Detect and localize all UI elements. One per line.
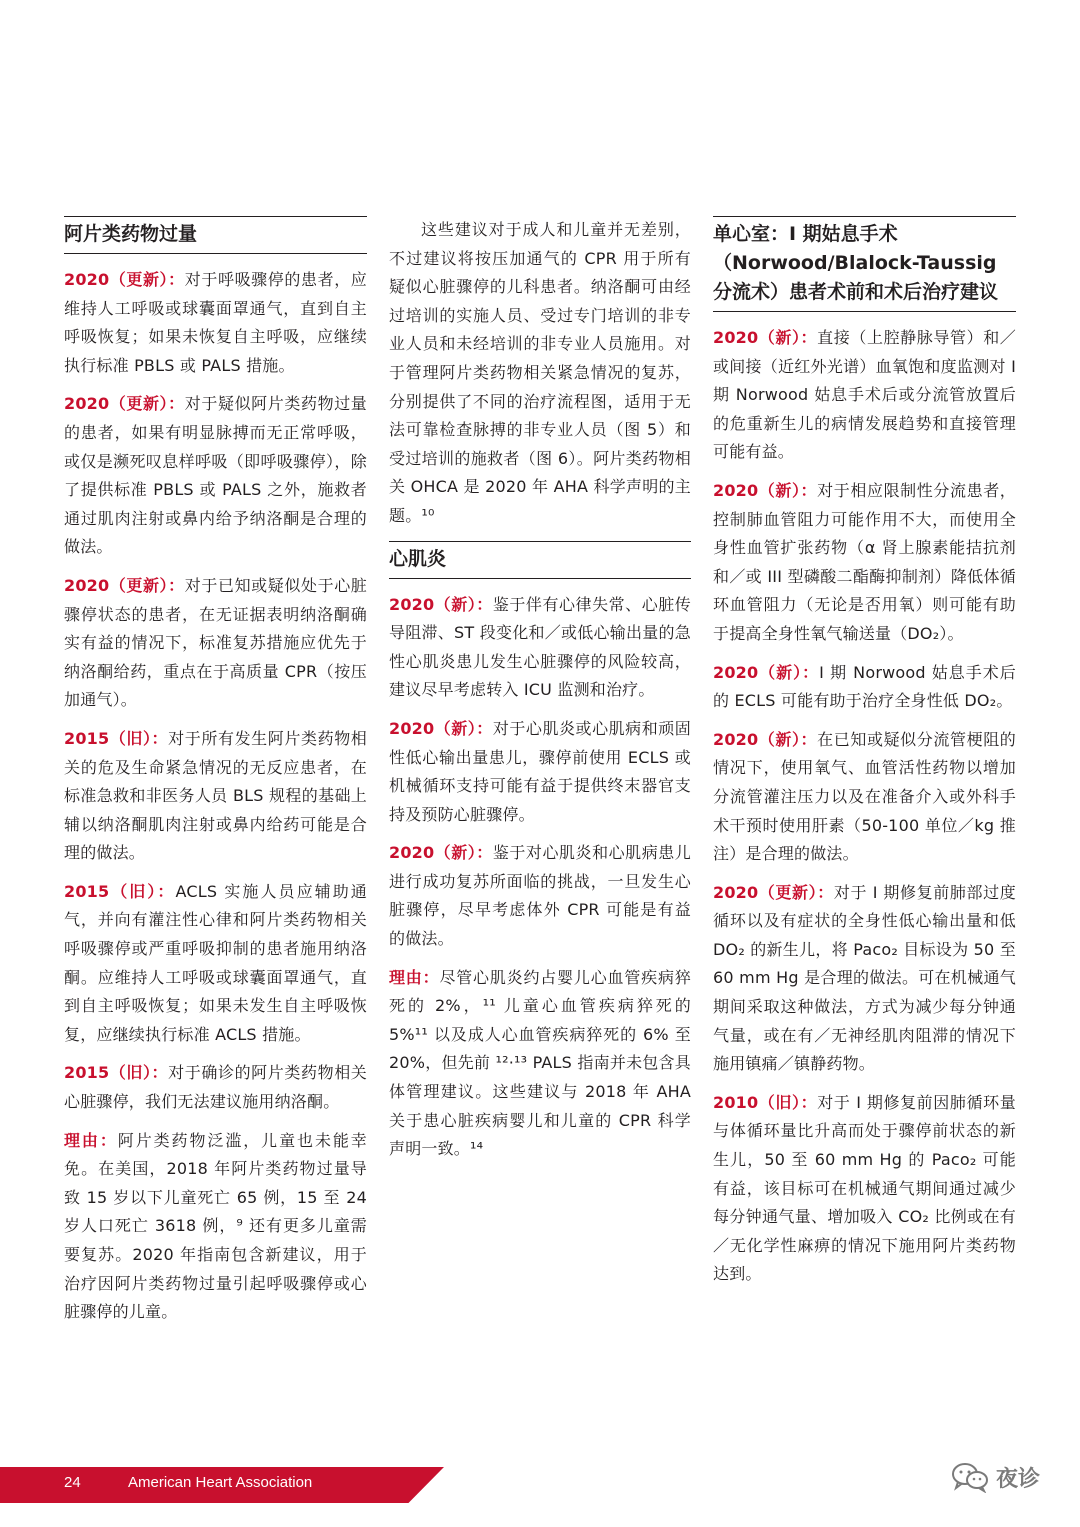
column-2 (389, 216, 691, 1174)
recommendation-tag: 2020（新）： (389, 594, 493, 614)
recommendation-tag: 2015（旧）： (64, 728, 169, 748)
paragraph (64, 390, 367, 562)
paragraph-text: 尽管心肌炎约占婴儿心血管疾病猝死的 2%，¹¹ 儿童心血管疾病猝死的 5%¹¹ 以及成人心血管疾病猝死的 6% 至 20%，但先前 ¹²·¹³ PALS 指南并未包含具体管理建议。这些建议与 2018 年 AHA 关于患心脏疾病婴儿和儿童的 CPR 科学声明一致。¹⁴ (389, 967, 691, 1159)
paragraph (64, 572, 367, 715)
paragraph (389, 839, 691, 953)
paragraph-text: 对于 I 期修复前肺部过度循环以及有症状的全身性低心输出量和低 DO₂ 的新生儿，将 Paco₂ 目标设为 50 至 60 mm Hg 是合理的做法。可在机械通气期间采取这种做法，方式为减少每分钟通气量，或在有／无神经肌肉阻滞的情况下施用镇痛／镇静药物。 (713, 882, 1016, 1074)
paragraph-text: 对于心肌炎或心肌病和顽固性低心输出量患儿，骤停前使用 ECLS 或机械循环支持可能有益于提供终末器官支持及预防心脏骤停。 (389, 718, 691, 824)
paragraph (713, 1089, 1016, 1289)
intro-paragraph: 这些建议对于成人和儿童并无差别，不过建议将按压加通气的 CPR 用于所有疑似心脏骤停的儿科患者。纳洛酮可由经过培训的实施人员、受过专门培训的非专业人员和未经培训的非专业人员施用。对于管理阿片类药物相关紧急情况的复苏，分别提供了不同的治疗流程图，适用于无法可靠检查脉搏的非专业人员（图 5）和受过培训的施救者（图 6）。阿片类药物相关 OHCA 是 2020 年 AHA 科学声明的主题。¹⁰ (389, 220, 691, 525)
paragraph-text: 在已知或疑似分流管梗阻的情况下，使用氧气、血管活性药物以增加分流管灌注压力以及在准备介入或外科手术干预时使用肝素（50-100 单位／kg 推注）是合理的做法。 (713, 729, 1016, 864)
paragraph (389, 591, 691, 705)
column-1 (64, 216, 367, 1337)
paragraph (64, 266, 367, 380)
recommendation-tag: 2020（更新）： (713, 882, 834, 902)
footer-organization: American Heart Association (128, 1474, 313, 1491)
recommendation-tag: 2020（新）： (713, 328, 818, 347)
paragraph (713, 879, 1016, 1079)
paragraph (64, 1059, 367, 1116)
recommendation-tag: 2020（新）： (713, 480, 818, 500)
paragraph-text: 对于所有发生阿片类药物相关的危及生命紧急情况的无反应患者，在标准急救和非医务人员 BLS 规程的基础上辅以纳洛酮肌肉注射或鼻内给药可能是合理的做法。 (64, 728, 367, 863)
paragraph-text: 直接（上腔静脉导管）和／或间接（近红外光谱）血氧饱和度监测对 I 期 Norwood 姑息手术后或分流管放置后的危重新生儿的病情发展趋势和直接管理可能有益。 (713, 328, 1016, 462)
paragraph-text: 对于相应限制性分流患者，控制肺血管阻力可能作用不大，而使用全身性血管扩张药物（α 肾上腺素能拮抗剂和／或 III 型磷酸二酯酶抑制剂）降低体循环血管阻力（无论是否用氧）则可能有助于提高全身性氧气输送量（DO₂）。 (713, 480, 1016, 643)
rationale-tag: 理由： (64, 1130, 118, 1150)
paragraph-text: 对于呼吸骤停的患者，应维持人工呼吸或球囊面罩通气，直到自主呼吸恢复；如果未恢复自主呼吸，应继续执行标准 PBLS 或 PALS 措施。 (64, 270, 367, 375)
recommendation-tag: 2020（更新）： (64, 270, 185, 289)
paragraph-text: I 期 Norwood 姑息手术后的 ECLS 可能有助于治疗全身性低 DO₂。 (713, 662, 1016, 711)
section-heading-opioid-overdose: 阿片类药物过量 (64, 216, 367, 254)
paragraph (64, 725, 367, 868)
section-heading-single-ventricle: 单心室：I 期姑息手术（Norwood/Blalock-Taussig 分流术）患者术前和术后治疗建议 (713, 216, 1016, 312)
paragraph (64, 1127, 367, 1327)
paragraph (64, 878, 367, 1050)
paragraph-text: 鉴于对心肌炎和心肌病患儿进行成功复苏所面临的挑战，一旦发生心脏骤停，尽早考虑体外 CPR 可能是有益的做法。 (389, 843, 691, 949)
watermark-text: 夜诊 (996, 1466, 1041, 1492)
recommendation-tag: 2020（新）： (713, 662, 820, 682)
paragraph-text: 对于确诊的阿片类药物相关心脏骤停，我们无法建议施用纳洛酮。 (64, 1063, 367, 1112)
paragraph (389, 715, 691, 829)
paragraph-text: 对于 I 期修复前因肺循环量与体循环量比升高而处于骤停前状态的新生儿，50 至 60 mm Hg 的 Paco₂ 可能有益，该目标可在机械通气期间通过减少每分钟通气量、增加吸入 CO₂ 比例或在有／无化学性麻痹的情况下施用阿片类药物达到。 (713, 1092, 1016, 1284)
paragraph-text: ACLS 实施人员应辅助通气，并向有灌注性心律和阿片类药物相关呼吸骤停或严重呼吸抑制的患者施用纳洛酮。应维持人工呼吸或球囊面罩通气，直到自主呼吸恢复；如果未发生自主呼吸恢复，应继续执行标准 ACLS 措施。 (64, 881, 367, 1044)
recommendation-tag: 2015（旧）： (64, 881, 176, 901)
paragraph-text: 对于已知或疑似处于心脏骤停状态的患者，在无证据表明纳洛酮确实有益的情况下，标准复苏措施应优先于纳洛酮给药，重点在于高质量 CPR（按压加通气）。 (64, 575, 367, 710)
recommendation-tag: 2020（新）： (389, 718, 493, 738)
paragraph-text: 对于疑似阿片类药物过量的患者，如果有明显脉搏而无正常呼吸，或仅是濒死叹息样呼吸（即呼吸骤停），除了提供标准 PBLS 或 PALS 之外，施救者通过肌肉注射或鼻内给予纳洛酮是合理的做法。 (64, 394, 367, 557)
wechat-icon (950, 1461, 990, 1493)
recommendation-tag: 2020（更新）： (64, 575, 185, 595)
recommendation-tag: 2020（更新）： (64, 394, 185, 414)
paragraph (713, 324, 1016, 467)
page-number: 24 (64, 1474, 81, 1491)
watermark (950, 1461, 1040, 1493)
column-3 (713, 216, 1016, 1299)
paragraph (713, 726, 1016, 869)
section-heading-myocarditis: 心肌炎 (389, 541, 691, 579)
recommendation-tag: 2010（旧）： (713, 1092, 818, 1112)
recommendation-tag: 2015（旧）： (64, 1063, 169, 1083)
paragraph (389, 964, 691, 1164)
paragraph-text: 鉴于伴有心律失常、心脏传导阻滞、ST 段变化和／或低心输出量的急性心肌炎患儿发生心脏骤停的风险较高，建议尽早考虑转入 ICU 监测和治疗。 (389, 594, 691, 700)
paragraph-text: 阿片类药物泛滥，儿童也未能幸免。在美国，2018 年阿片类药物过量导致 15 岁以下儿童死亡 65 例，15 至 24 岁人口死亡 3618 例，⁹ 还有更多儿童需要复苏。2020 年指南包含新建议，用于治疗因阿片类药物过量引起呼吸骤停或心脏骤停的儿童。 (64, 1130, 367, 1322)
rationale-tag: 理由： (389, 967, 440, 987)
paragraph (713, 659, 1016, 716)
recommendation-tag: 2020（新）： (389, 843, 493, 863)
recommendation-tag: 2020（新）： (713, 729, 818, 749)
paragraph (713, 477, 1016, 649)
